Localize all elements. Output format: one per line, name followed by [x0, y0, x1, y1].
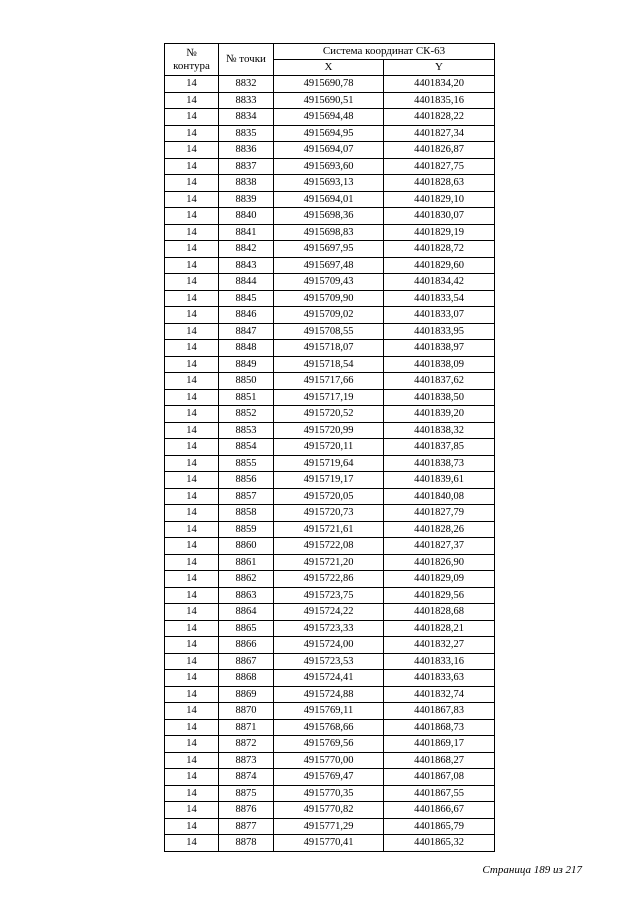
cell-y: 4401840,08 [384, 488, 495, 505]
cell-contour: 14 [165, 274, 219, 291]
cell-point: 8832 [219, 76, 274, 93]
cell-y: 4401834,20 [384, 76, 495, 93]
cell-contour: 14 [165, 752, 219, 769]
cell-point: 8850 [219, 373, 274, 390]
cell-point: 8839 [219, 191, 274, 208]
header-contour-line2: контура [173, 59, 210, 72]
header-coordinate-system: Система координат СК-63 [274, 44, 495, 60]
cell-contour: 14 [165, 422, 219, 439]
cell-point: 8860 [219, 538, 274, 555]
cell-point: 8834 [219, 109, 274, 126]
cell-contour: 14 [165, 637, 219, 654]
cell-x: 4915722,08 [274, 538, 384, 555]
cell-contour: 14 [165, 554, 219, 571]
cell-point: 8862 [219, 571, 274, 588]
cell-y: 4401827,75 [384, 158, 495, 175]
cell-contour: 14 [165, 142, 219, 159]
cell-point: 8857 [219, 488, 274, 505]
cell-point: 8856 [219, 472, 274, 489]
table-row [165, 175, 495, 192]
cell-y: 4401833,54 [384, 290, 495, 307]
cell-contour: 14 [165, 191, 219, 208]
cell-y: 4401829,56 [384, 587, 495, 604]
footer-page-word: Страница [482, 864, 531, 876]
cell-y: 4401839,20 [384, 406, 495, 423]
cell-y: 4401832,74 [384, 686, 495, 703]
cell-point: 8845 [219, 290, 274, 307]
page-footer [482, 864, 582, 876]
cell-y: 4401829,09 [384, 571, 495, 588]
cell-contour: 14 [165, 472, 219, 489]
cell-point: 8853 [219, 422, 274, 439]
table-header [165, 44, 495, 76]
table-row [165, 785, 495, 802]
cell-point: 8865 [219, 620, 274, 637]
table-row [165, 307, 495, 324]
cell-contour: 14 [165, 703, 219, 720]
cell-x: 4915709,90 [274, 290, 384, 307]
cell-contour: 14 [165, 439, 219, 456]
cell-point: 8838 [219, 175, 274, 192]
header-contour-line1: № [186, 46, 197, 59]
cell-contour: 14 [165, 373, 219, 390]
cell-x: 4915694,01 [274, 191, 384, 208]
table-row [165, 290, 495, 307]
table-row [165, 653, 495, 670]
cell-point: 8848 [219, 340, 274, 357]
cell-x: 4915697,48 [274, 257, 384, 274]
cell-y: 4401834,42 [384, 274, 495, 291]
table-row [165, 76, 495, 93]
cell-contour: 14 [165, 488, 219, 505]
cell-contour: 14 [165, 521, 219, 538]
cell-contour: 14 [165, 670, 219, 687]
cell-point: 8840 [219, 208, 274, 225]
cell-x: 4915720,52 [274, 406, 384, 423]
cell-contour: 14 [165, 356, 219, 373]
cell-x: 4915721,61 [274, 521, 384, 538]
cell-point: 8873 [219, 752, 274, 769]
cell-contour: 14 [165, 92, 219, 109]
cell-contour: 14 [165, 175, 219, 192]
cell-y: 4401828,21 [384, 620, 495, 637]
cell-x: 4915717,66 [274, 373, 384, 390]
cell-x: 4915723,33 [274, 620, 384, 637]
cell-point: 8849 [219, 356, 274, 373]
table-row [165, 620, 495, 637]
cell-contour: 14 [165, 340, 219, 357]
cell-x: 4915770,35 [274, 785, 384, 802]
cell-y: 4401829,19 [384, 224, 495, 241]
table-row [165, 323, 495, 340]
table-row [165, 719, 495, 736]
cell-y: 4401827,34 [384, 125, 495, 142]
cell-point: 8870 [219, 703, 274, 720]
cell-point: 8841 [219, 224, 274, 241]
cell-y: 4401835,16 [384, 92, 495, 109]
cell-y: 4401868,73 [384, 719, 495, 736]
cell-point: 8869 [219, 686, 274, 703]
cell-x: 4915769,47 [274, 769, 384, 786]
cell-contour: 14 [165, 538, 219, 555]
cell-contour: 14 [165, 802, 219, 819]
cell-point: 8872 [219, 736, 274, 753]
cell-point: 8866 [219, 637, 274, 654]
table-row [165, 472, 495, 489]
cell-y: 4401837,85 [384, 439, 495, 456]
cell-y: 4401868,27 [384, 752, 495, 769]
table-body [165, 76, 495, 852]
cell-point: 8859 [219, 521, 274, 538]
cell-contour: 14 [165, 686, 219, 703]
cell-contour: 14 [165, 224, 219, 241]
cell-y: 4401865,79 [384, 818, 495, 835]
cell-x: 4915717,19 [274, 389, 384, 406]
table-row [165, 356, 495, 373]
cell-y: 4401838,09 [384, 356, 495, 373]
cell-contour: 14 [165, 158, 219, 175]
cell-point: 8836 [219, 142, 274, 159]
cell-x: 4915721,20 [274, 554, 384, 571]
cell-point: 8844 [219, 274, 274, 291]
cell-x: 4915719,17 [274, 472, 384, 489]
cell-contour: 14 [165, 109, 219, 126]
table-row [165, 191, 495, 208]
cell-contour: 14 [165, 653, 219, 670]
table-row [165, 538, 495, 555]
cell-contour: 14 [165, 604, 219, 621]
cell-point: 8847 [219, 323, 274, 340]
cell-point: 8868 [219, 670, 274, 687]
cell-contour: 14 [165, 406, 219, 423]
cell-x: 4915723,75 [274, 587, 384, 604]
cell-y: 4401865,32 [384, 835, 495, 852]
cell-y: 4401833,63 [384, 670, 495, 687]
table-row [165, 488, 495, 505]
cell-y: 4401828,22 [384, 109, 495, 126]
cell-point: 8875 [219, 785, 274, 802]
cell-y: 4401826,87 [384, 142, 495, 159]
cell-x: 4915693,13 [274, 175, 384, 192]
table-row [165, 274, 495, 291]
table-row [165, 92, 495, 109]
cell-contour: 14 [165, 290, 219, 307]
cell-x: 4915708,55 [274, 323, 384, 340]
table-row [165, 422, 495, 439]
cell-point: 8846 [219, 307, 274, 324]
cell-x: 4915694,95 [274, 125, 384, 142]
cell-y: 4401828,72 [384, 241, 495, 258]
cell-x: 4915770,00 [274, 752, 384, 769]
table-row [165, 587, 495, 604]
cell-x: 4915719,64 [274, 455, 384, 472]
table-row [165, 521, 495, 538]
cell-y: 4401867,83 [384, 703, 495, 720]
table-row [165, 455, 495, 472]
cell-point: 8877 [219, 818, 274, 835]
coordinates-table [164, 43, 495, 852]
table-row [165, 554, 495, 571]
cell-y: 4401826,90 [384, 554, 495, 571]
table-row [165, 703, 495, 720]
cell-y: 4401839,61 [384, 472, 495, 489]
header-contour [165, 44, 219, 76]
table-row [165, 505, 495, 522]
table-row [165, 109, 495, 126]
cell-y: 4401866,67 [384, 802, 495, 819]
table-row [165, 752, 495, 769]
table-row [165, 670, 495, 687]
cell-point: 8871 [219, 719, 274, 736]
table-row [165, 686, 495, 703]
cell-y: 4401867,08 [384, 769, 495, 786]
cell-point: 8851 [219, 389, 274, 406]
table-row [165, 224, 495, 241]
cell-point: 8876 [219, 802, 274, 819]
table-row [165, 571, 495, 588]
table-row [165, 142, 495, 159]
cell-y: 4401832,27 [384, 637, 495, 654]
cell-x: 4915690,51 [274, 92, 384, 109]
cell-contour: 14 [165, 571, 219, 588]
cell-x: 4915724,88 [274, 686, 384, 703]
table-row [165, 637, 495, 654]
table-row [165, 818, 495, 835]
cell-contour: 14 [165, 307, 219, 324]
cell-y: 4401828,63 [384, 175, 495, 192]
cell-point: 8833 [219, 92, 274, 109]
cell-contour: 14 [165, 389, 219, 406]
cell-x: 4915724,41 [274, 670, 384, 687]
cell-y: 4401829,60 [384, 257, 495, 274]
cell-point: 8861 [219, 554, 274, 571]
cell-x: 4915769,11 [274, 703, 384, 720]
cell-y: 4401838,97 [384, 340, 495, 357]
cell-x: 4915709,02 [274, 307, 384, 324]
cell-x: 4915720,05 [274, 488, 384, 505]
cell-x: 4915718,07 [274, 340, 384, 357]
header-y: Y [384, 60, 495, 76]
cell-point: 8842 [219, 241, 274, 258]
cell-contour: 14 [165, 769, 219, 786]
cell-y: 4401838,32 [384, 422, 495, 439]
cell-point: 8864 [219, 604, 274, 621]
cell-point: 8867 [219, 653, 274, 670]
cell-contour: 14 [165, 257, 219, 274]
cell-contour: 14 [165, 785, 219, 802]
cell-y: 4401867,55 [384, 785, 495, 802]
cell-y: 4401827,37 [384, 538, 495, 555]
table-row [165, 389, 495, 406]
cell-y: 4401833,16 [384, 653, 495, 670]
cell-point: 8843 [219, 257, 274, 274]
table-row [165, 257, 495, 274]
cell-point: 8874 [219, 769, 274, 786]
header-point: № точки [219, 44, 274, 76]
header-x: X [274, 60, 384, 76]
cell-x: 4915690,78 [274, 76, 384, 93]
table-row [165, 769, 495, 786]
footer-page-number: 189 [533, 864, 551, 876]
cell-x: 4915697,95 [274, 241, 384, 258]
cell-point: 8835 [219, 125, 274, 142]
footer-total-pages: 217 [565, 864, 582, 876]
cell-x: 4915720,99 [274, 422, 384, 439]
cell-y: 4401838,73 [384, 455, 495, 472]
table-row [165, 208, 495, 225]
cell-contour: 14 [165, 323, 219, 340]
table-row [165, 604, 495, 621]
cell-contour: 14 [165, 719, 219, 736]
cell-x: 4915722,86 [274, 571, 384, 588]
cell-contour: 14 [165, 835, 219, 852]
cell-x: 4915770,82 [274, 802, 384, 819]
cell-point: 8854 [219, 439, 274, 456]
cell-contour: 14 [165, 455, 219, 472]
table-row [165, 373, 495, 390]
cell-x: 4915770,41 [274, 835, 384, 852]
cell-x: 4915724,22 [274, 604, 384, 621]
table-row [165, 439, 495, 456]
cell-x: 4915693,60 [274, 158, 384, 175]
cell-contour: 14 [165, 587, 219, 604]
cell-x: 4915723,53 [274, 653, 384, 670]
cell-point: 8852 [219, 406, 274, 423]
cell-x: 4915694,07 [274, 142, 384, 159]
cell-contour: 14 [165, 76, 219, 93]
table-row [165, 241, 495, 258]
cell-y: 4401833,07 [384, 307, 495, 324]
cell-contour: 14 [165, 208, 219, 225]
cell-x: 4915694,48 [274, 109, 384, 126]
cell-y: 4401833,95 [384, 323, 495, 340]
cell-contour: 14 [165, 736, 219, 753]
cell-contour: 14 [165, 818, 219, 835]
table-row [165, 802, 495, 819]
cell-x: 4915718,54 [274, 356, 384, 373]
cell-contour: 14 [165, 125, 219, 142]
cell-x: 4915720,73 [274, 505, 384, 522]
table-row [165, 835, 495, 852]
table-row [165, 340, 495, 357]
cell-contour: 14 [165, 505, 219, 522]
cell-y: 4401829,10 [384, 191, 495, 208]
cell-y: 4401830,07 [384, 208, 495, 225]
cell-point: 8837 [219, 158, 274, 175]
cell-y: 4401828,26 [384, 521, 495, 538]
cell-contour: 14 [165, 241, 219, 258]
cell-x: 4915768,66 [274, 719, 384, 736]
cell-x: 4915709,43 [274, 274, 384, 291]
cell-x: 4915769,56 [274, 736, 384, 753]
cell-point: 8858 [219, 505, 274, 522]
cell-y: 4401838,50 [384, 389, 495, 406]
cell-y: 4401828,68 [384, 604, 495, 621]
cell-x: 4915698,36 [274, 208, 384, 225]
footer-of-word: из [552, 864, 563, 876]
cell-point: 8863 [219, 587, 274, 604]
cell-x: 4915698,83 [274, 224, 384, 241]
cell-point: 8855 [219, 455, 274, 472]
cell-point: 8878 [219, 835, 274, 852]
cell-y: 4401837,62 [384, 373, 495, 390]
cell-y: 4401869,17 [384, 736, 495, 753]
cell-x: 4915724,00 [274, 637, 384, 654]
cell-x: 4915771,29 [274, 818, 384, 835]
table-row [165, 125, 495, 142]
table-row [165, 158, 495, 175]
table-row [165, 736, 495, 753]
cell-x: 4915720,11 [274, 439, 384, 456]
cell-y: 4401827,79 [384, 505, 495, 522]
cell-contour: 14 [165, 620, 219, 637]
table-row [165, 406, 495, 423]
